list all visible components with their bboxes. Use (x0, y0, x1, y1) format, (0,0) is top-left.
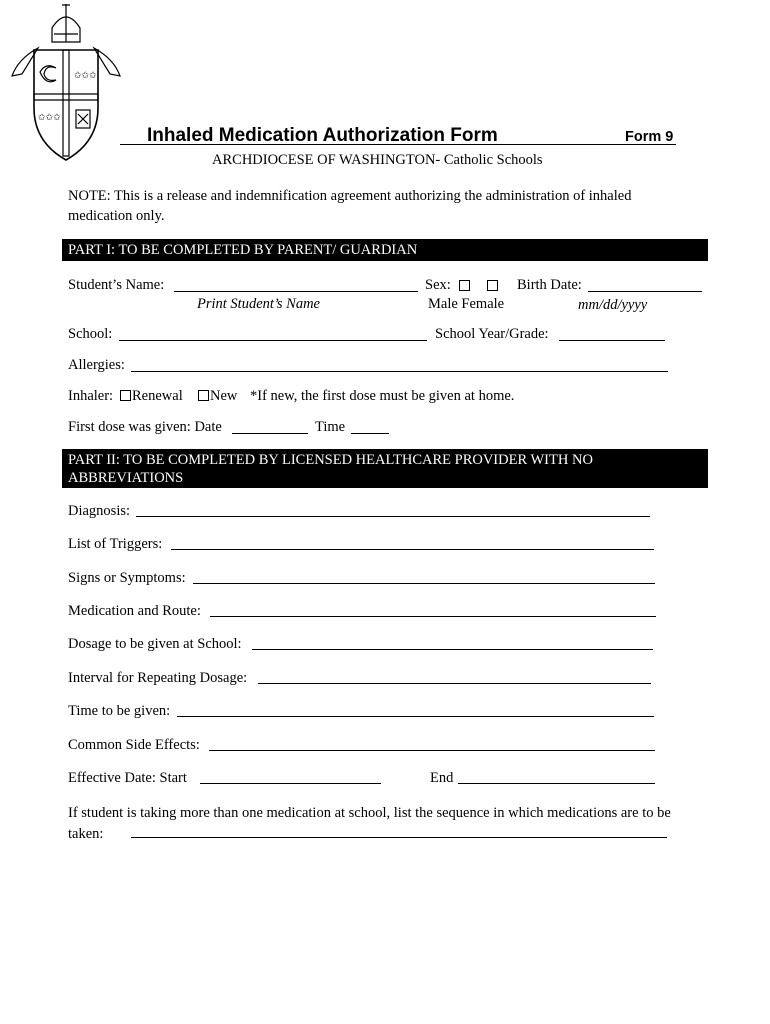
medication-label: Medication and Route: (68, 603, 201, 619)
form-number: Form 9 (625, 129, 674, 145)
diagnosis-label: Diagnosis: (68, 503, 131, 519)
sex-male-checkbox[interactable] (459, 280, 470, 291)
effective-end-label: End (430, 770, 454, 786)
inhaler-label: Inhaler: (68, 388, 114, 404)
effective-start-field[interactable] (200, 783, 381, 784)
part2-heading: PART II: TO BE COMPLETED BY LICENSED HEALTHCARE PROVIDER WITH NO ABBREVIATIONS (62, 449, 708, 488)
first-dose-date-field[interactable] (232, 433, 308, 434)
student-name-hint: Print Student’s Name (197, 296, 320, 312)
new-label: New (210, 388, 238, 404)
allergies-field[interactable] (131, 371, 668, 372)
allergies-label: Allergies: (68, 357, 125, 373)
release-note: NOTE: This is a release and indemnification agreement authorizing the administration of inhaled medication only. (68, 188, 632, 224)
first-dose-time-label: Time (315, 419, 346, 435)
triggers-field[interactable] (171, 549, 654, 550)
first-dose-label: First dose was given: Date (68, 419, 222, 435)
sequence-field[interactable] (131, 837, 667, 838)
birth-date-field[interactable] (588, 291, 702, 292)
svg-text:✩✩✩: ✩✩✩ (38, 112, 61, 122)
sex-female-checkbox[interactable] (487, 280, 498, 291)
triggers-label: List of Triggers: (68, 536, 163, 552)
effective-start-label: Effective Date: Start (68, 770, 187, 786)
time-given-field[interactable] (177, 716, 654, 717)
time-given-label: Time to be given: (68, 703, 171, 719)
school-label: School: (68, 326, 113, 342)
new-checkbox[interactable] (198, 390, 209, 401)
medication-field[interactable] (210, 616, 656, 617)
symptoms-field[interactable] (193, 583, 655, 584)
diagnosis-field[interactable] (136, 516, 650, 517)
student-name-field[interactable] (174, 291, 418, 292)
form-title: Inhaled Medication Authorization Form (147, 125, 498, 146)
first-dose-time-field[interactable] (351, 433, 389, 434)
sex-options-label: Male Female (428, 296, 505, 312)
side-effects-label: Common Side Effects: (68, 737, 200, 753)
birth-date-hint: mm/dd/yyyy (578, 297, 648, 313)
renewal-label: Renewal (132, 388, 183, 404)
side-effects-field[interactable] (209, 750, 655, 751)
student-name-label: Student’s Name: (68, 277, 165, 293)
renewal-checkbox[interactable] (120, 390, 131, 401)
school-field[interactable] (119, 340, 427, 341)
interval-label: Interval for Repeating Dosage: (68, 670, 248, 686)
dosage-label: Dosage to be given at School: (68, 636, 242, 652)
new-note: *If new, the first dose must be given at home. (250, 388, 515, 404)
effective-end-field[interactable] (458, 783, 655, 784)
form-subtitle: ARCHDIOCESE OF WASHINGTON- Catholic Schools (212, 152, 543, 168)
school-year-label: School Year/Grade: (435, 326, 549, 342)
interval-field[interactable] (258, 683, 651, 684)
archdiocese-crest-logo (8, 4, 124, 164)
dosage-field[interactable] (252, 649, 653, 650)
svg-text:✩✩✩: ✩✩✩ (74, 70, 97, 80)
sequence-label: If student is taking more than one medication at school, list the sequence in which medications are to be taken: (68, 805, 671, 842)
school-year-field[interactable] (559, 340, 665, 341)
part1-heading: PART I: TO BE COMPLETED BY PARENT/ GUARDIAN (62, 239, 708, 261)
sex-label: Sex: (425, 277, 451, 293)
birth-date-label: Birth Date: (517, 277, 582, 293)
symptoms-label: Signs or Symptoms: (68, 570, 186, 586)
